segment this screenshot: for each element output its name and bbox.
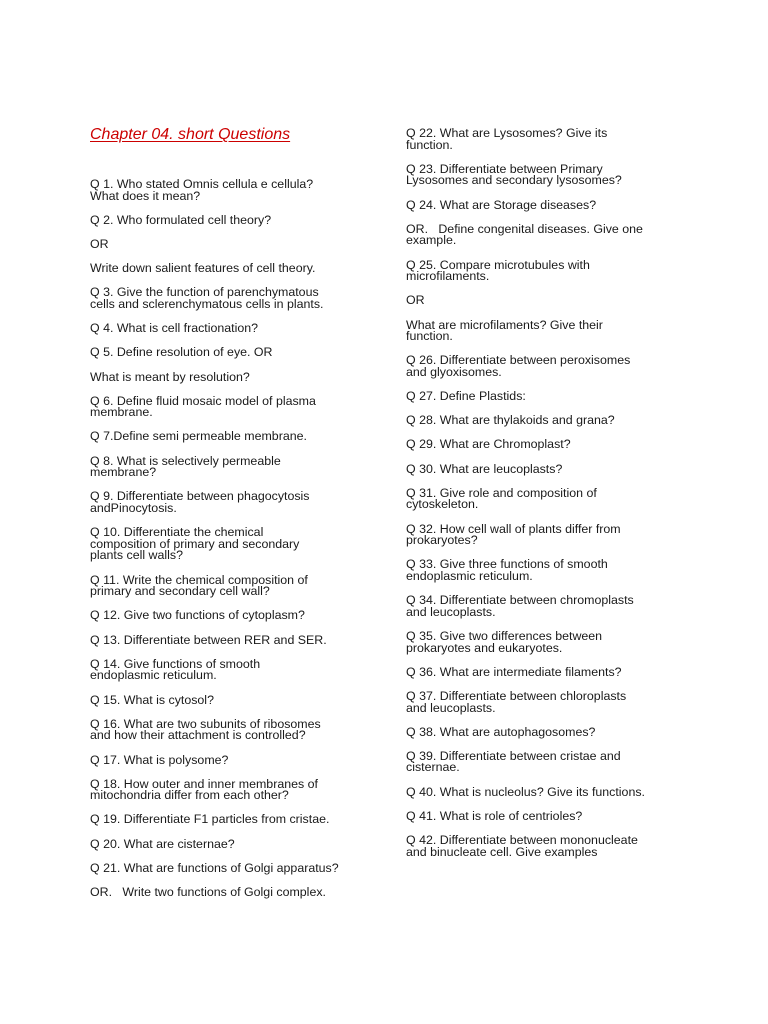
chapter-title: Chapter 04. short Questions	[90, 126, 291, 143]
question-item: Q 8. What is selectively permeable membrane?	[90, 453, 281, 480]
question-item: Q 7.Define semi permeable membrane.	[90, 429, 307, 444]
question-item: OR	[90, 236, 109, 251]
question-item: Q 33. Give three functions of smooth endoplasmic reticulum.	[406, 557, 608, 583]
question-item: Q 24. What are Storage diseases?	[406, 197, 597, 212]
question-item: Q 4. What is cell fractionation?	[90, 321, 259, 336]
question-item: Q 37. Differentiate between chloroplasts and leucoplasts.	[406, 688, 627, 715]
question-item: Q 20. What are cisternae?	[90, 836, 235, 851]
question-item: Q 13. Differentiate between RER and SER.	[90, 632, 327, 647]
question-item: Q 34. Differentiate between chromoplasts and leucoplasts.	[406, 593, 634, 619]
question-item: Q 30. What are leucoplasts?	[406, 461, 563, 476]
question-item: Q 3. Give the function of parenchymatous cells and sclerenchymatous cells in plants.	[90, 285, 324, 311]
question-item: Q 25. Compare microtubules with microfilaments.	[406, 257, 590, 284]
right-question-column	[406, 128, 696, 871]
question-item: Q 21. What are functions of Golgi apparatus?	[90, 860, 339, 875]
question-item: Q 23. Differentiate between Primary Lysosomes and secondary lysosomes?	[406, 161, 622, 188]
question-item: Q 35. Give two differences between prokaryotes and eukaryotes.	[406, 628, 603, 655]
question-item: Q 6. Define fluid mosaic model of plasma membrane.	[90, 393, 316, 420]
question-item: Q 26. Differentiate between peroxisomes and glyoxisomes.	[406, 353, 631, 379]
question-item: Q 36. What are intermediate filaments?	[406, 664, 622, 679]
question-item: Q 31. Give role and composition of cytoskeleton.	[406, 485, 597, 512]
question-item: Q 38. What are autophagosomes?	[406, 724, 596, 739]
question-item: OR. Write two functions of Golgi complex.	[90, 885, 326, 900]
question-item: Q 15. What is cytosol?	[90, 692, 214, 707]
question-item: Q 2. Who formulated cell theory?	[90, 212, 272, 227]
question-item: OR. Define congenital diseases. Give one example.	[406, 221, 643, 248]
question-item: Q 9. Differentiate between phagocytosis andPinocytosis.	[90, 489, 310, 516]
question-item: Q 19. Differentiate F1 particles from cristae.	[90, 812, 330, 827]
question-item: Q 28. What are thylakoids and grana?	[406, 413, 615, 428]
question-item: Q 29. What are Chromoplast?	[406, 437, 571, 452]
question-item: Q 32. How cell wall of plants differ from prokaryotes?	[406, 521, 621, 548]
question-item: Q 17. What is polysome?	[90, 752, 229, 767]
left-question-column	[90, 179, 380, 911]
question-item: Q 16. What are two subunits of ribosomes and how their attachment is controlled?	[90, 716, 321, 743]
question-item: Q 41. What is role of centrioles?	[406, 808, 583, 823]
question-item: Q 22. What are Lysosomes? Give its function.	[406, 126, 608, 152]
question-item: What is meant by resolution?	[90, 369, 250, 384]
question-item: What are microfilaments? Give their function.	[406, 317, 603, 344]
question-item: Write down salient features of cell theory.	[90, 261, 316, 276]
question-item: Q 18. How outer and inner membranes of mitochondria differ from each other?	[90, 776, 318, 803]
question-item: Q 1. Who stated Omnis cellula e cellula? What does it mean?	[90, 177, 314, 203]
question-item: Q 39. Differentiate between cristae and cisternae.	[406, 748, 621, 775]
question-item: Q 14. Give functions of smooth endoplasmic reticulum.	[90, 656, 261, 683]
question-item: Q 42. Differentiate between mononucleate and binucleate cell. Give examples	[406, 833, 638, 859]
question-item: Q 5. Define resolution of eye. OR	[90, 345, 273, 360]
question-item: Q 11. Write the chemical composition of primary and secondary cell wall?	[90, 572, 308, 599]
question-item: Q 27. Define Plastids:	[406, 389, 526, 404]
question-item: Q 12. Give two functions of cytoplasm?	[90, 608, 305, 623]
question-item: Q 10. Differentiate the chemical composition of primary and secondary plants cell walls?	[90, 525, 300, 563]
question-item: Q 40. What is nucleolus? Give its functions.	[406, 784, 645, 799]
question-item: OR	[406, 293, 425, 308]
